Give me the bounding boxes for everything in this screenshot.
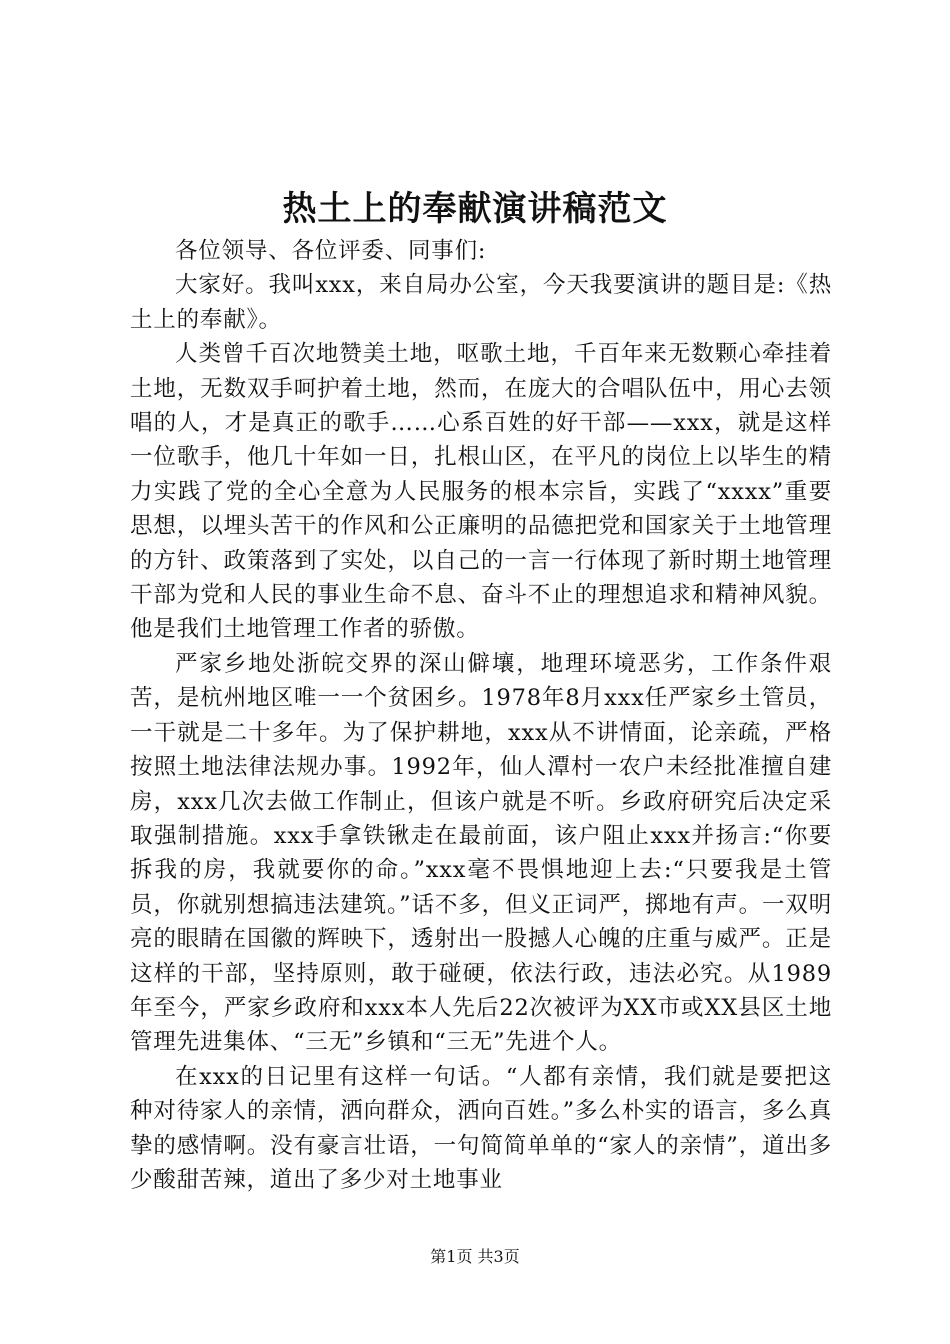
salutation-paragraph: 各位领导、各位评委、同事们: [175,238,487,264]
body-paragraph: 在xxx的日记里有这样一句话。“人都有亲情，我们就是要把这种对待家人的亲情，洒向群众，洒向百姓。”多么朴实的语言，多么真挚的感情啊。没有豪言壮语，一句简简单单的“家人的亲情”，道出多少酸甜苦辣，道出了多少对土地事业 [130,1063,832,1193]
body-paragraph: 严家乡地处浙皖交界的深山僻壤，地理环境恶劣，工作条件艰苦，是杭州地区唯一一个贫困乡。1978年8月xxx任严家乡土管员，一干就是二十多年。为了保护耕地，xxx从不讲情面，论亲疏，严格按照土地法律法规办事。1992年，仙人潭村一农户未经批准擅自建房，xxx几次去做工作制止，但该户就是不听。乡政府研究后决定采取强制措施。xxx手拿铁锹走在最前面，该户阻止xxx并扬言:“你要拆我的房，我就要你的命。”xxx毫不畏惧地迎上去:“只要我是土管员，你就别想搞违法建筑。”话不多，但义正词严，掷地有声。一双明亮的眼睛在国徽的辉映下，透射出一股撼人心魄的庄重与威严。正是这样的干部，坚持原则，敢于碰硬，依法行政，违法必究。从1989年至今，严家乡政府和xxx本人先后22次被评为XX市或XX县区土地管理先进集体、“三无”乡镇和“三无”先进个人。 [130,650,832,1056]
document-body [130,234,832,1197]
document-title: 热土上的奉献演讲稿范文 [282,189,668,229]
body-paragraph: 人类曾千百次地赞美土地，呕歌土地，千百年来无数颗心牵挂着土地，无数双手呵护着土地，然而，在庞大的合唱队伍中，用心去领唱的人，才是真正的歌手……心系百姓的好干部——xxx，就是这样一位歌手，他几十年如一日，扎根山区，在平凡的岗位上以毕生的精力实践了党的全心全意为人民服务的根本宗旨，实践了“xxxx”重要思想，以埋头苦干的作风和公正廉明的品德把党和国家关于土地管理的方针、政策落到了实处，以自己的一言一行体现了新时期土地管理干部为党和人民的事业生命不息、奋斗不止的理想追求和精神风貌。他是我们土地管理工作者的骄傲。 [130,341,832,643]
greeting-paragraph: 大家好。我叫xxx，来自局办公室，今天我要演讲的题目是:《热土上的奉献》。 [130,272,832,333]
page-number-footer: 第1页 共3页 [430,1247,520,1266]
